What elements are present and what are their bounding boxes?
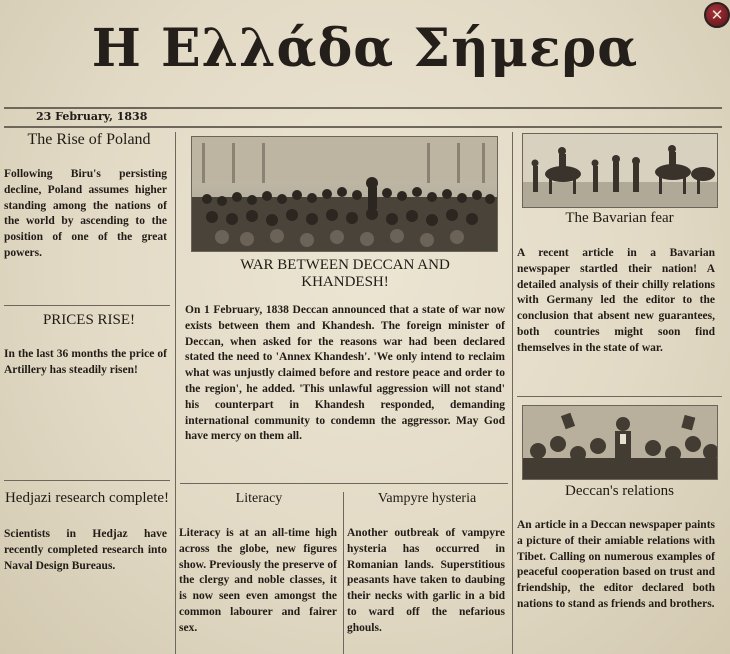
close-button[interactable]: ✕	[704, 2, 730, 28]
hedjazi-headline: Hedjazi research complete!	[4, 490, 170, 506]
deccan-relations-body: An article in a Deccan newspaper paints a picture of their amiable relations with Tibet. Calling on numerous examples of peaceful cooperation based on trust and friendship, the editor declared both nations to stand as friends and brothers.	[517, 519, 715, 610]
hedjazi-body: Scientists in Hedjaz have recently completed research into Naval Design Bureaus.	[4, 528, 167, 572]
deccan-relations-headline: Deccan's relations	[565, 483, 674, 499]
war-body: On 1 February, 1838 Deccan announced that a state of war now exists between them and Khandesh. The foreign minister of Deccan, when asked for the reasons war had been declared stated the need to 'Annex Khandesh'. 'We only intend to reclaim what was unjustly claimed before and restore peace and order to the region', he added. 'This unlawful aggression will not stand' his counterpart in Khandesh responded, demanding international community to condemn the aggressor. May God have mercy on them all.	[185, 304, 505, 443]
army-photo	[191, 136, 498, 252]
poland-headline: The Rise of Poland	[27, 131, 151, 148]
prices-body: In the last 36 months the price of Artillery has steadily risen!	[4, 348, 167, 376]
literacy-body: Literacy is at an all-time high across the globe, new figures show. Previously the preserve of the clergy and noble classes, it is now seen even amongst the common labourer and fairer sex.	[179, 527, 337, 634]
column-divider-middle	[343, 492, 344, 654]
separator-right	[517, 396, 722, 397]
vampyre-headline: Vampyre hysteria	[377, 491, 477, 506]
issue-date: 23 February, 1838	[36, 110, 148, 123]
vampyre-body: Another outbreak of vampyre hysteria has occurred in Romanian lands. Superstitious peasants have taken to daubing their necks with garlic in a bid to ward off the nefarious ghouls.	[347, 527, 505, 634]
separator-left-1	[4, 305, 170, 306]
column-divider-right	[512, 132, 513, 654]
separator-left-2	[4, 480, 170, 481]
separator-center	[180, 483, 508, 484]
crowd-photo	[522, 405, 718, 480]
masthead-rule-bottom	[4, 126, 722, 128]
masthead-rule-top	[4, 107, 722, 109]
column-divider-left	[175, 132, 176, 654]
bavarian-body: A recent article in a Bavarian newspaper startled their nation! A detailed analysis of their chilly relations with Germany led the editor to the conclusion that absent new guarantees, both countries might soon find themselves in the state of war.	[517, 247, 715, 354]
cavalry-photo	[522, 133, 718, 208]
masthead-title: Η Ελλάδα Σήμερα	[91, 18, 639, 79]
war-headline: WAR BETWEEN DECCAN AND KHANDESH!	[240, 257, 450, 290]
literacy-headline: Literacy	[235, 491, 283, 506]
poland-body: Following Biru's persisting decline, Poland assumes higher standing among the nations of the world by ascending to the position of one of the great powers.	[4, 168, 167, 259]
prices-headline: PRICES RISE!	[42, 312, 136, 328]
bavarian-headline: The Bavarian fear	[565, 210, 674, 226]
